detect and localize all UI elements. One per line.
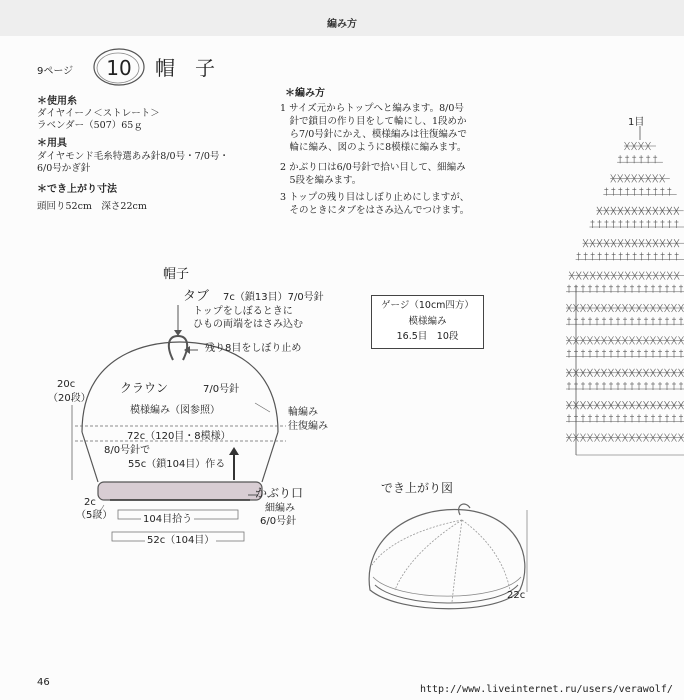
left-size: 20c bbox=[57, 379, 76, 390]
width-52: 52c（104目） bbox=[147, 535, 215, 546]
howto-line: 輪に編み、図のように8模様に編みます。 bbox=[280, 142, 467, 153]
howto-line: ら7/0号針にかえ、模様編みは往復編みで bbox=[280, 129, 467, 140]
page-number: 46 bbox=[37, 677, 50, 688]
materials-heading: ＊使用糸 bbox=[37, 96, 77, 107]
finished-brim-line bbox=[373, 577, 521, 596]
finished-panel-line bbox=[452, 520, 462, 602]
width-72: 72c（120目・8模様） bbox=[127, 431, 231, 442]
crown-needle: 7/0号針 bbox=[203, 384, 240, 395]
howto-heading: ＊編み方 bbox=[285, 88, 325, 99]
finished-title: でき上がり図 bbox=[381, 481, 454, 495]
round-knit-label: 輪編み bbox=[288, 407, 318, 418]
finished-depth: 22c bbox=[507, 590, 526, 601]
needle-8: 8/0号針で bbox=[104, 445, 151, 456]
tab-note: トップをしぼるときに bbox=[193, 306, 293, 317]
header-title: 編み方 bbox=[327, 19, 357, 30]
brim-rows: （5段） bbox=[76, 510, 113, 521]
size-heading: ＊でき上がり寸法 bbox=[37, 184, 117, 195]
howto-line: そのときにタブをはさみ込んでつけます。 bbox=[280, 205, 470, 216]
tab-label: タブ bbox=[183, 289, 210, 304]
howto-line: 5段を編みます。 bbox=[280, 175, 362, 186]
howto-line: 2 かぶり口は6/0号針で拾い目して、細編み bbox=[280, 162, 466, 173]
pattern-title: 帽 子 bbox=[155, 56, 215, 80]
finished-brim-line bbox=[375, 585, 518, 603]
back-forth-label: 往復編み bbox=[288, 421, 328, 432]
crown-pattern: 模様編み（図参照） bbox=[130, 405, 220, 416]
brim-height: 2c bbox=[84, 497, 96, 508]
chart-row-label: 1目 bbox=[628, 117, 645, 128]
tab-spec: 7c（鎖13目）7/0号針 bbox=[223, 292, 324, 303]
left-rows: （20段） bbox=[48, 393, 91, 404]
gauge-pattern: 模様編み bbox=[408, 316, 447, 327]
watermark: http://www.liveinternet.ru/users/verawolf/ bbox=[420, 684, 673, 695]
gauge-title: ゲージ（10cm四方） bbox=[381, 300, 474, 311]
page-reference: 9ページ bbox=[37, 66, 74, 77]
howto-line: 3 トップの残り目はしぼり止めにしますが、 bbox=[280, 192, 470, 203]
finished-panel-line bbox=[462, 520, 510, 590]
pattern-number: 10 bbox=[106, 56, 132, 80]
pickup-label: 104目拾う bbox=[143, 514, 193, 525]
chain-55: 55c（鎖104目）作る bbox=[128, 459, 226, 470]
finished-panel-line bbox=[372, 520, 462, 565]
brim-stitch: 細編み bbox=[265, 503, 295, 514]
brim-label: かぶり口 bbox=[255, 486, 304, 500]
gather-note: 残り8目をしぼり止め bbox=[205, 343, 302, 354]
crown-label: クラウン bbox=[120, 381, 169, 395]
finished-panel-line bbox=[395, 520, 462, 590]
materials-line: ダイヤイーノ＜ストレート＞ bbox=[37, 108, 160, 119]
tab-note: ひもの両端をはさみ込む bbox=[193, 319, 303, 330]
size-text: 頭回り52cm 深さ22cm bbox=[37, 201, 147, 212]
gauge-count: 16.5目 10段 bbox=[396, 331, 459, 342]
tools-heading: ＊用具 bbox=[37, 138, 67, 149]
tools-line: 6/0号かぎ針 bbox=[37, 163, 91, 174]
brim-needle: 6/0号針 bbox=[260, 516, 297, 527]
materials-line: ラベンダー（507）65ｇ bbox=[37, 120, 143, 131]
howto-line: 針で鎖目の作り目をして輪にし、1段めか bbox=[280, 116, 467, 127]
howto-line: 1 サイズ元からトップへと編みます。8/0号 bbox=[280, 103, 464, 114]
tools-line: ダイヤモンド毛糸特選あみ針8/0号・7/0号・ bbox=[37, 151, 229, 162]
diagram-title: 帽子 bbox=[163, 267, 190, 282]
finished-hat-outline bbox=[369, 510, 525, 609]
